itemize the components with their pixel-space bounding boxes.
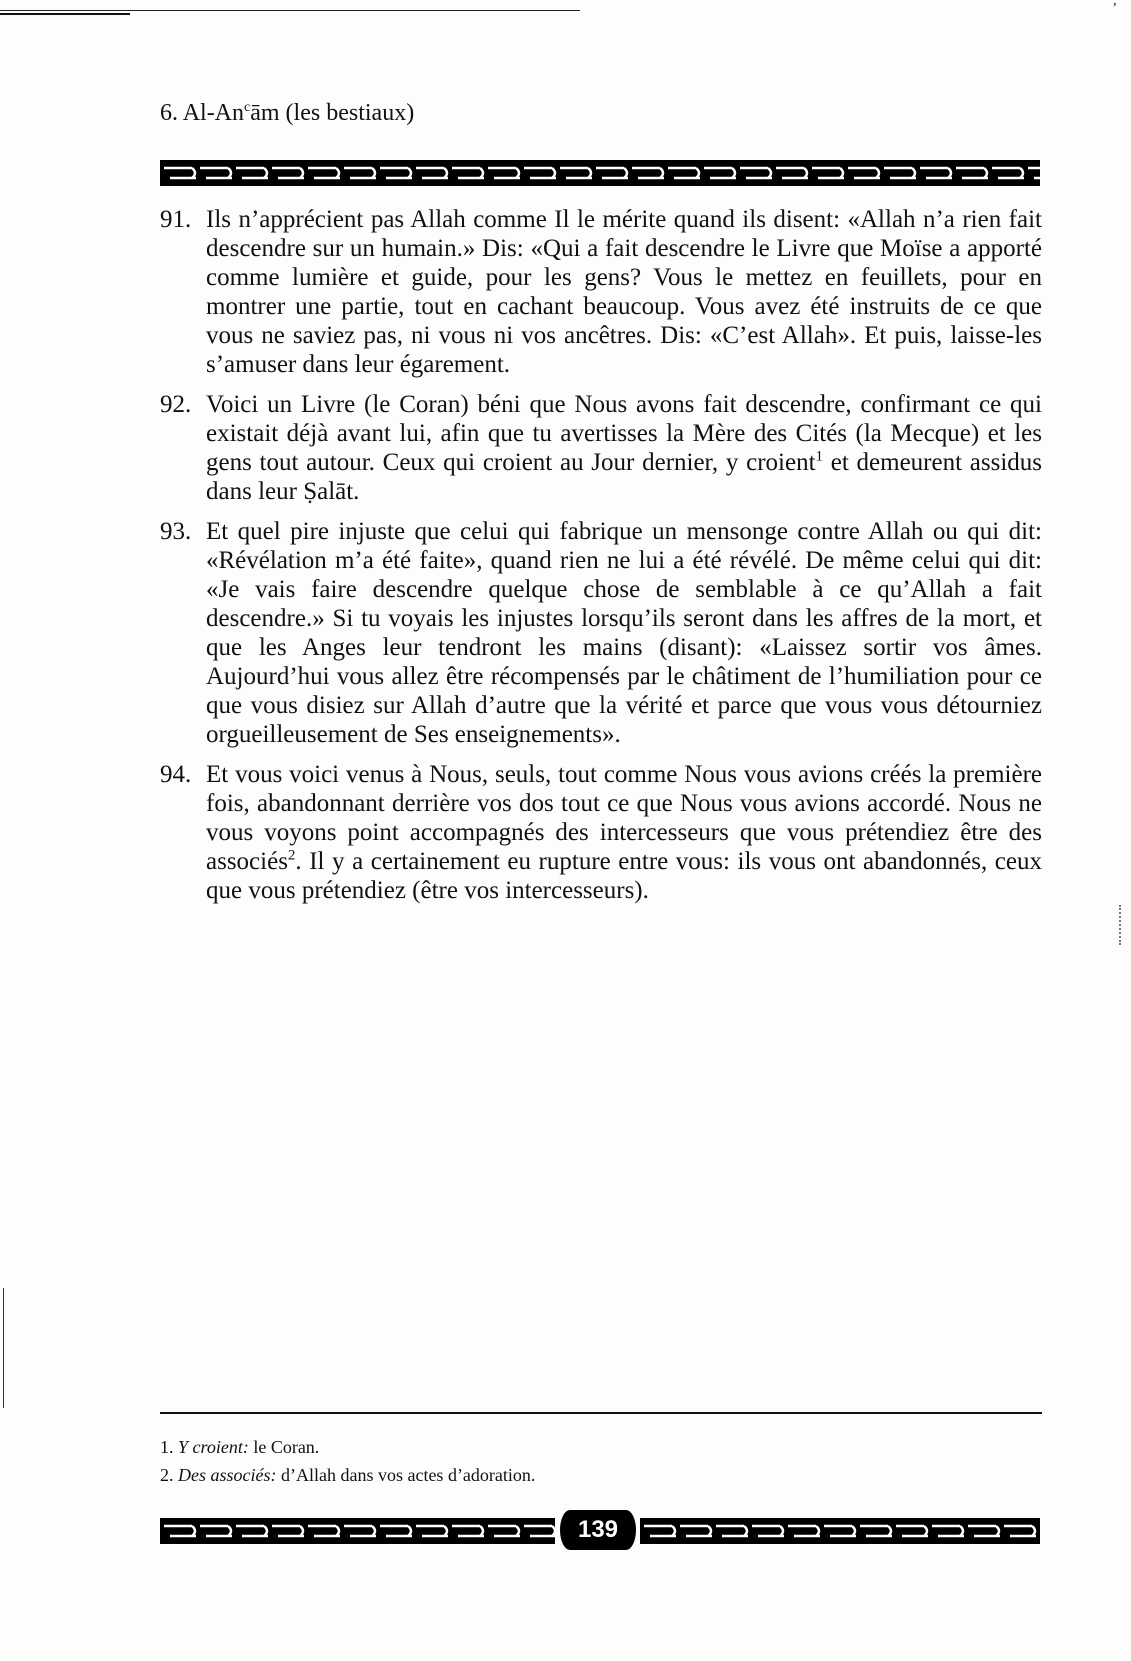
footnotes [160,1433,535,1489]
verse-94 [160,760,1042,905]
ornament-link [644,1526,676,1536]
ornament-link [164,1526,196,1536]
ornament-link [1028,168,1040,178]
ornament-link [416,168,448,178]
ornament-link [452,1526,484,1536]
ornament-link [488,1526,520,1536]
verse-list [160,205,1042,916]
ornament-link [896,1526,928,1536]
ornament-link [236,1526,268,1536]
ornament-link [848,168,880,178]
verse-text: Et vous voici venus à Nous, seuls, tout comme Nous vous avions créés la première fois, abandonnant derrière vos dos tout ce que Nous vous avions accordé. Nous ne vous voyons point accompagnés des intercesseurs que vous prétendiez être des associés$^2$. Il y a certainement eu rupture entre vous: ils vous ont abandonnés, ceux que vous prétendiez (être vos intercesseurs). [206,761,1042,904]
margin-line [3,1288,4,1408]
ornament-link [272,1526,304,1536]
ornament-link [956,168,988,178]
ornament-link [788,1526,820,1536]
verse-text: Voici un Livre (le Coran) béni que Nous avons fait descendre, confirmant ce qui existait déjà avant lui, afin que tu avertisses la Mère des Cités (la Mecque) et les gens tout autour. Ceux qui croient au Jour dernier, y croient$^1$ et demeurent assidus dans leur Ṣalāt. [206,391,1042,505]
ornament-link [308,168,340,178]
verse-number: 93. [160,518,192,545]
ornament-band-bottom-left [160,1518,555,1544]
top-rule [0,10,580,11]
top-rule-accent [0,13,130,15]
ornament-link [992,168,1024,178]
ornament-link [344,168,376,178]
ornament-link [860,1526,892,1536]
footnote-rule [160,1412,1042,1414]
corner-mark: ’ [1112,1,1117,16]
ornament-link [164,168,196,178]
ornament-link [272,168,304,178]
ornament-link [968,1526,1000,1536]
ornament-link [752,1526,784,1536]
footnote-ref[interactable]: 2 [287,847,296,864]
ornament-link [200,168,232,178]
ornament-link [824,1526,856,1536]
ornament-link [884,168,916,178]
ornament-link [380,1526,412,1536]
ornament-link [596,168,628,178]
ornament-link [920,168,952,178]
verse-text: Et quel pire injuste que celui qui fabrique un mensonge contre Allah ou qui dit: «Révélation m’a été faite», quand rien ne lui a été révélé. De même celui qui dit: «Je vais faire descendre quelque chose de semblable à ce qu’Allah a fait descendre.» Si tu voyais les injustes lorsqu’ils seront dans les affres de la mort, et que les Anges leur tendront les mains (disant): «Laissez sortir vos âmes. Aujourd’hui vous allez être récompensés par le châtiment de l’humiliation pour ce que vous disiez sur Allah d’autre que la vérité et parce que vous vous détourniez orgueilleusement de Ses enseignements». [206,518,1042,748]
verse-number: 92. [160,391,192,418]
ornament-link [932,1526,964,1536]
ornament-link [344,1526,376,1536]
verse-text: Ils n’apprécient pas Allah comme Il le mérite quand ils disent: «Allah n’a rien fait descendre sur un humain.» Dis: «Qui a fait descendre le Livre que Moïse a apporté comme lumière et guide, pour les gens? Vous le mettez en feuillets, pour en montrer une partie, tout en cachant beaucoup. Vous avez été instruits de ce que vous ne saviez pas, ni vous ni vos ancêtres. Dis: «C’est Allah». Et puis, laisse-les s’amuser dans leur égarement. [206,206,1042,378]
footnote-term: Des associés: [178,1465,277,1485]
ornament-link [380,168,412,178]
ornament-link [776,168,808,178]
ornament-link [308,1526,340,1536]
ornament-link [740,168,772,178]
ornament-link [716,1526,748,1536]
ornament-link [488,168,520,178]
ornament-band-bottom-right [640,1518,1040,1544]
ornament-link [668,168,700,178]
footnote-ref[interactable]: 1 [815,448,824,465]
ornament-link [680,1526,712,1536]
ornament-link [452,168,484,178]
verse-91 [160,205,1042,379]
chapter-number: 6. [160,100,178,126]
footnote-1: 1. Y croient: le Coran. [160,1437,320,1457]
verse-92 [160,390,1042,506]
ornament-link [560,168,592,178]
ornament-link [704,168,736,178]
ornament-link [632,168,664,178]
verse-number: 94. [160,761,192,788]
verse-93 [160,517,1042,749]
margin-dots [1119,905,1123,945]
ornament-link [524,1526,555,1536]
page-number: 139 [560,1510,636,1550]
ornament-link [524,168,556,178]
ornament-link [812,168,844,178]
ornament-link [1004,1526,1036,1536]
chapter-title: Al-An$^c$ām (les bestiaux) [182,100,415,126]
footnote-term: Y croient: [178,1437,249,1457]
verse-number: 91. [160,206,192,233]
running-head [160,100,414,127]
ornament-link [416,1526,448,1536]
ornament-link [236,168,268,178]
ornament-link [200,1526,232,1536]
ornament-band-top [160,160,1040,186]
footnote-2: 2. Des associés: d’Allah dans vos actes d’adoration. [160,1465,536,1485]
